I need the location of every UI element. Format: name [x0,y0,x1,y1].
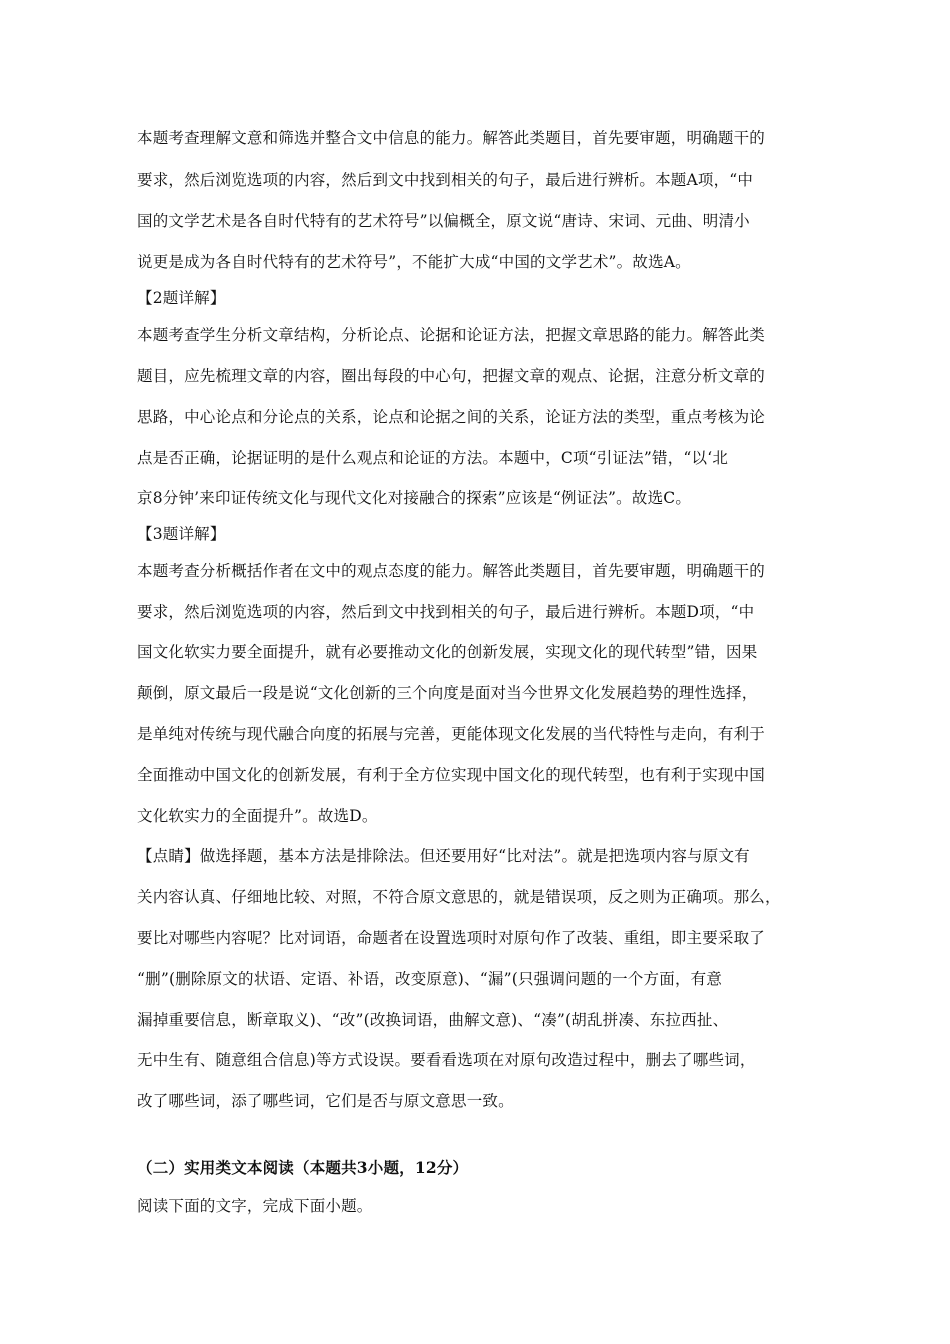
paragraph-line: 京8分钟’来印证传统文化与现代文化对接融合的探索”应该是“例证法”。故选C。 [137,489,692,507]
paragraph-line: 本题考查分析概括作者在文中的观点态度的能力。解答此类题目，首先要审题，明确题干的 [137,562,766,580]
paragraph-line: 点是否正确，论据证明的是什么观点和论证的方法。本题中，C项“引证法”错，“以‘北 [137,449,729,467]
paragraph-line: “删”(删除原文的状语、定语、补语，改变原意)、“漏”(只强调问题的一个方面，有意 [137,970,723,988]
paragraph-line: 全面推动中国文化的创新发展，有利于全方位实现中国文化的现代转型，也有利于实现中国 [137,766,766,784]
paragraph-line: 【点睛】做选择题，基本方法是排除法。但还要用好“比对法”。就是把选项内容与原文有 [137,847,750,865]
paragraph-line: 说更是成为各自时代特有的艺术符号”，不能扩大成“中国的文学艺术”。故选A。 [137,253,691,271]
subsection-heading: 【2题详解】 [137,289,226,307]
paragraph-line: 要比对哪些内容呢？比对词语，命题者在设置选项时对原句作了改装、重组，即主要采取了 [137,929,766,947]
paragraph-line: 改了哪些词，添了哪些词，它们是否与原文意思一致。 [137,1092,514,1110]
paragraph-line: 题目，应先梳理文章的内容，圈出每段的中心句，把握文章的观点、论据，注意分析文章的 [137,367,766,385]
paragraph-line: 无中生有、随意组合信息)等方式设误。要看看选项在对原句改造过程中，删去了哪些词， [137,1051,756,1069]
paragraph-line: 漏掉重要信息，断章取义)、“改”(改换词语，曲解文意)、“凑”(胡乱拼凑、东拉西扯、 [137,1011,729,1029]
paragraph-line: 思路，中心论点和分论点的关系，论点和论据之间的关系，论证方法的类型，重点考核为论 [137,408,766,426]
paragraph-line: 是单纯对传统与现代融合向度的拓展与完善，更能体现文化发展的当代特性与走向，有利于 [137,725,766,743]
paragraph-line: 要求，然后浏览选项的内容，然后到文中找到相关的句子，最后进行辨析。本题D项，“中 [137,603,755,621]
section-heading: （二）实用类文本阅读（本题共3小题，12分） [137,1158,469,1177]
paragraph-line: 颠倒，原文最后一段是说“文化创新的三个向度是面对当今世界文化发展趋势的理性选择， [137,684,758,702]
paragraph-line: 本题考查理解文意和筛选并整合文中信息的能力。解答此类题目，首先要审题，明确题干的 [137,129,766,147]
paragraph-line: 文化软实力的全面提升”。故选D。 [137,807,378,825]
paragraph-line: 关内容认真、仔细地比较、对照，不符合原文意思的，就是错误项，反之则为正确项。那么， [137,888,781,906]
paragraph-line: 国的文学艺术是各自时代特有的艺术符号”以偏概全，原文说“唐诗、宋词、元曲、明清小 [137,212,750,230]
paragraph-line: 国文化软实力要全面提升，就有必要推动文化的创新发展，实现文化的现代转型”错，因果 [137,643,758,661]
paragraph-line: 要求，然后浏览选项的内容，然后到文中找到相关的句子，最后进行辨析。本题A项，“中 [137,171,754,189]
instruction-text: 阅读下面的文字，完成下面小题。 [137,1197,373,1215]
paragraph-line: 本题考查学生分析文章结构，分析论点、论据和论证方法，把握文章思路的能力。解答此类 [137,326,766,344]
subsection-heading: 【3题详解】 [137,525,226,543]
